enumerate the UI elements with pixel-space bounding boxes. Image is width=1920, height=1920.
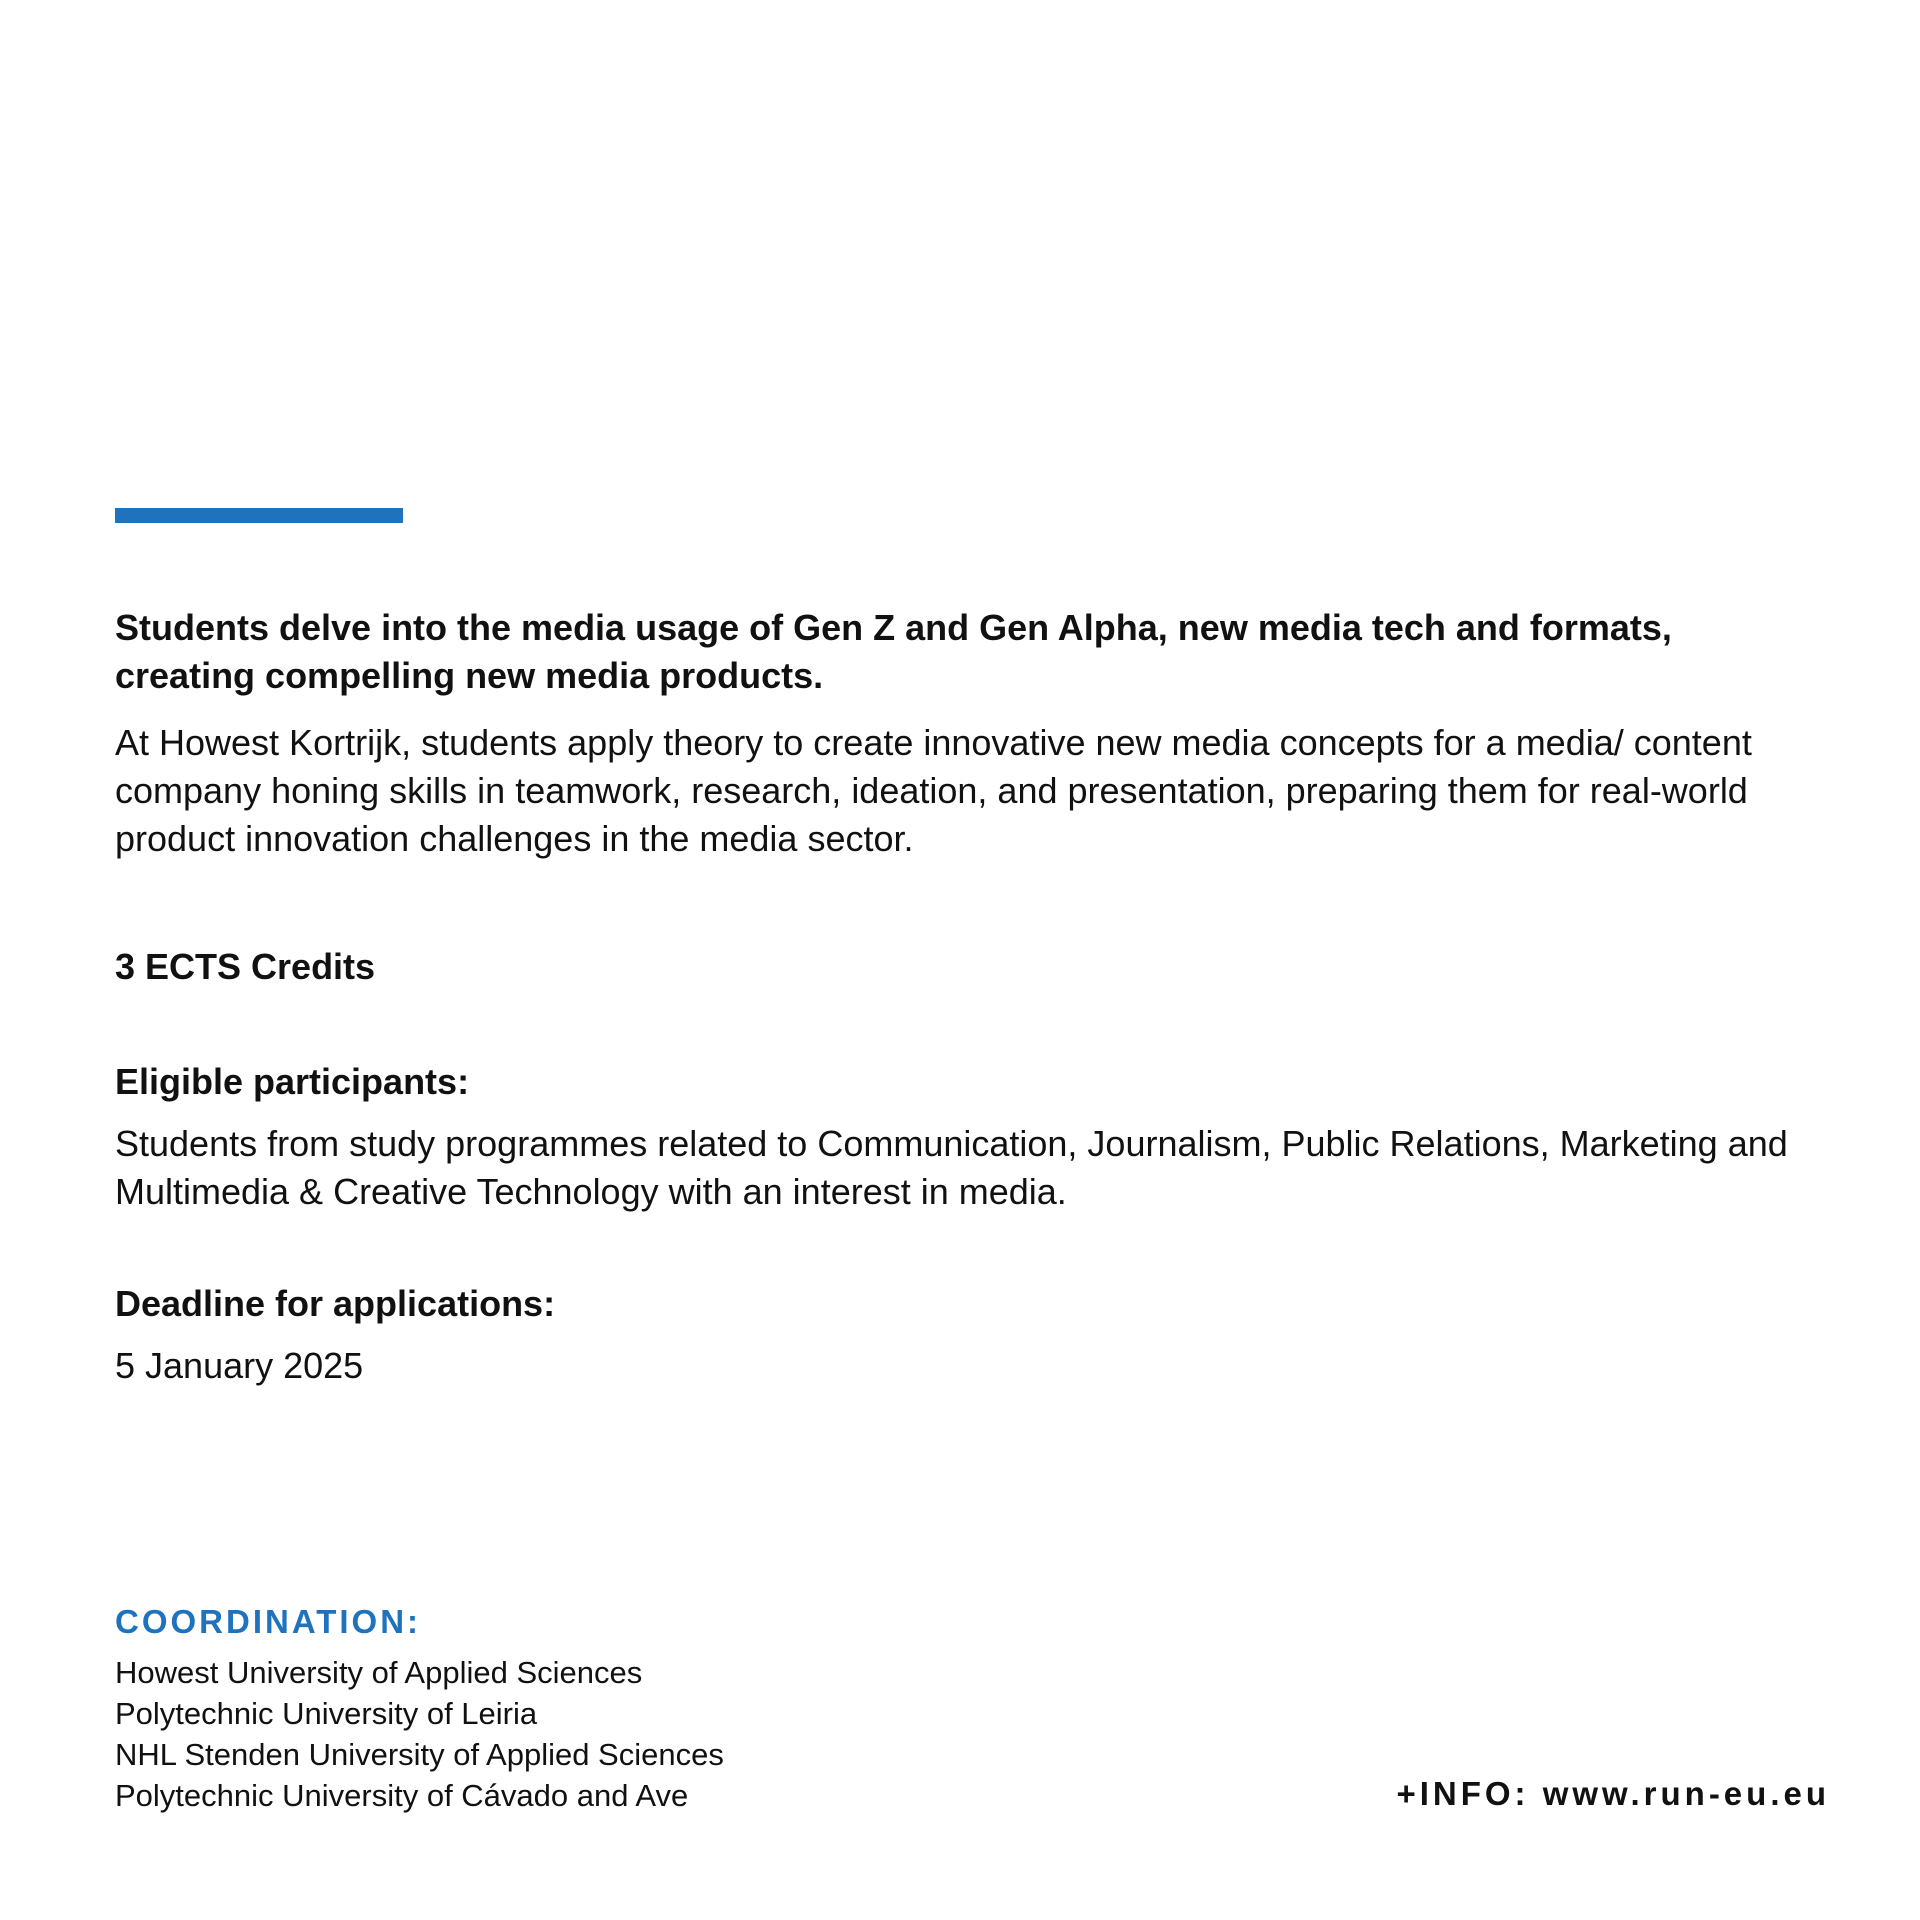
coordination-institution: Howest University of Applied Sciences (115, 1655, 643, 1690)
deadline-title: Deadline for applications: (115, 1283, 556, 1324)
coordination-institution: Polytechnic University of Leiria (115, 1696, 538, 1731)
coordination-institution: NHL Stenden University of Applied Sciences (115, 1737, 724, 1772)
info-link[interactable]: +INFO: www.run-eu.eu (1396, 1775, 1830, 1812)
lead-paragraph: Students delve into the media usage of Gen Z and Gen Alpha, new media tech and formats, creating compelling new media products. (115, 607, 1672, 696)
credits-heading: 3 ECTS Credits (115, 946, 376, 987)
deadline-value: 5 January 2025 (115, 1345, 364, 1386)
coordination-title: COORDINATION: (115, 1603, 422, 1640)
coordination-institution: Polytechnic University of Cávado and Ave (115, 1778, 689, 1813)
accent-bar (115, 508, 403, 523)
eligible-title: Eligible participants: (115, 1061, 470, 1102)
eligible-text: Students from study programmes related to Communication, Journalism, Public Relations, Marketing and Multimedia & Creative Technology with an interest in media. (115, 1123, 1788, 1212)
intro-paragraph: At Howest Kortrijk, students apply theory to create innovative new media concepts for a media/ content company honing skills in teamwork, research, ideation, and presentation, preparing them for real-world product innovation challenges in the media sector. (115, 722, 1752, 859)
coordination-list (115, 1652, 724, 1816)
